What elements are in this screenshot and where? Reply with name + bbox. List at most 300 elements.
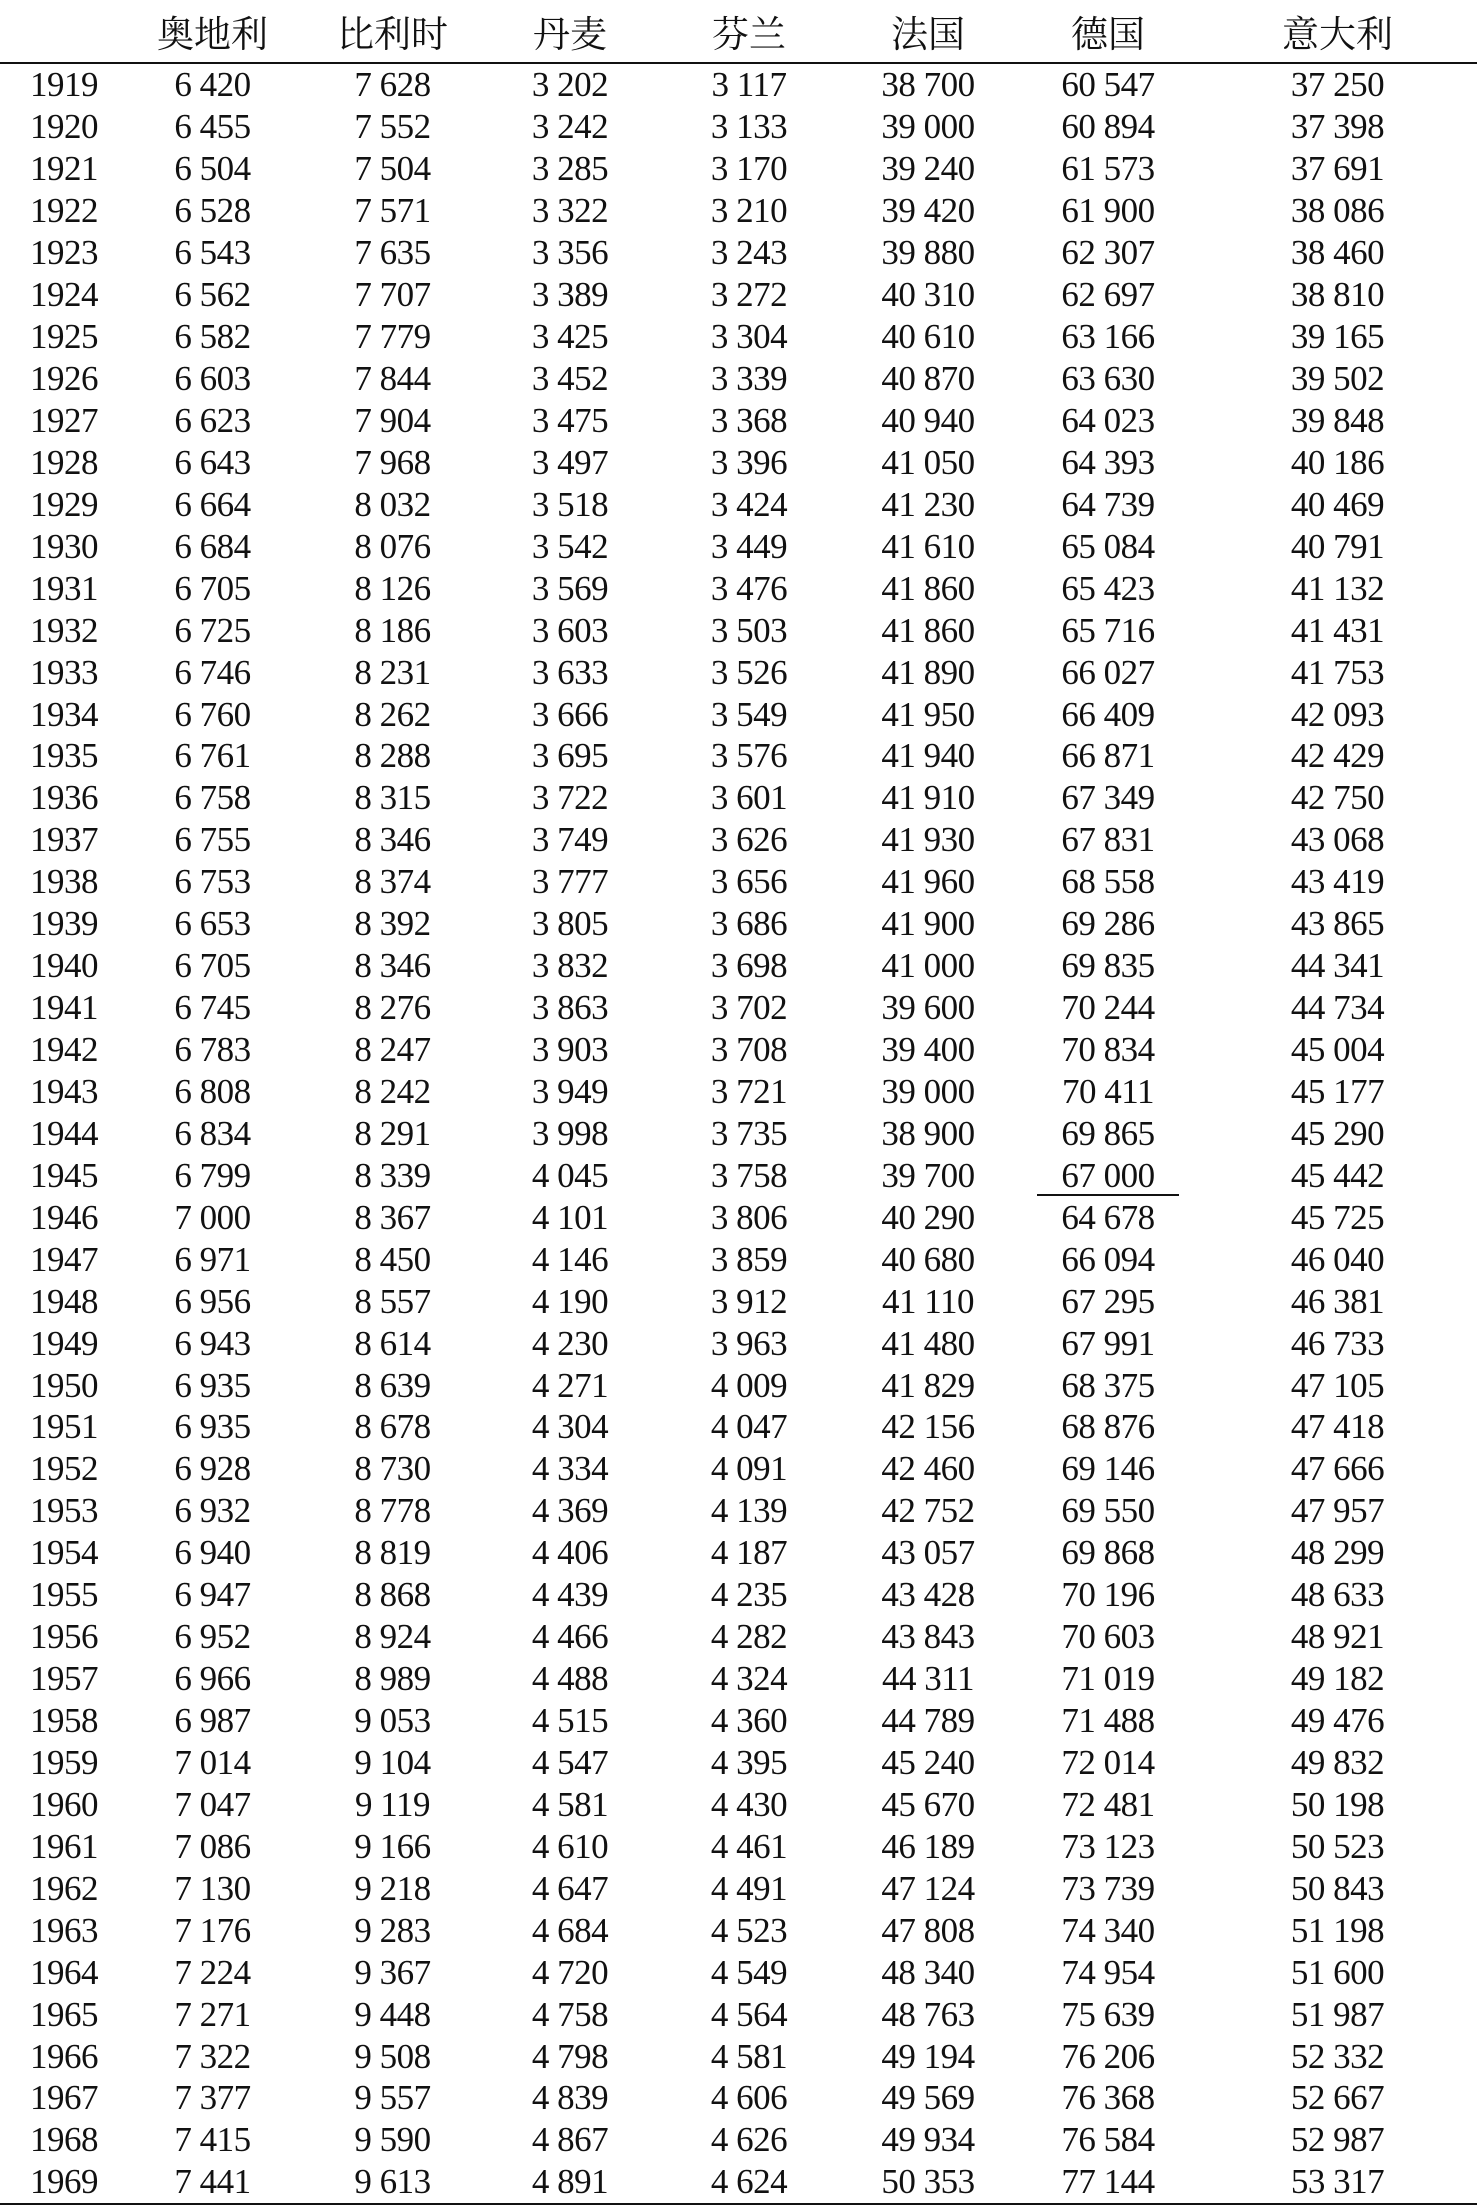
cell-france: 47 808	[881, 1910, 975, 1950]
cell-belgium: 9 508	[354, 2036, 431, 2076]
cell-germany: 72 014	[1061, 1742, 1155, 1782]
cell-finland: 3 133	[710, 107, 788, 147]
cell-belgium: 8 639	[354, 1365, 431, 1405]
cell-year: 1930	[30, 526, 98, 566]
cell-germany: 69 146	[1061, 1449, 1155, 1489]
cell-austria: 6 935	[174, 1407, 251, 1447]
cell-denmark: 4 798	[531, 2036, 609, 2076]
table-row	[0, 1196, 1477, 1238]
table-row	[0, 232, 1477, 274]
cell-finland: 4 324	[710, 1659, 788, 1699]
cell-france: 39 240	[881, 149, 975, 189]
cell-france: 39 000	[881, 1071, 975, 1111]
cell-finland: 3 368	[710, 400, 788, 440]
cell-year: 1938	[30, 862, 98, 902]
table-row	[0, 190, 1477, 232]
table-body	[0, 63, 1477, 2204]
cell-belgium: 7 844	[354, 359, 431, 399]
cell-year: 1929	[30, 484, 98, 524]
cell-denmark: 3 542	[531, 526, 609, 566]
cell-france: 41 230	[881, 484, 975, 524]
cell-belgium: 8 291	[354, 1113, 431, 1153]
cell-denmark: 3 202	[531, 65, 609, 105]
cell-finland: 3 912	[710, 1281, 788, 1321]
cell-germany: 68 375	[1061, 1365, 1155, 1405]
cell-denmark: 4 684	[531, 1910, 609, 1950]
table-row	[0, 903, 1477, 945]
table-header	[0, 0, 1477, 63]
cell-belgium: 9 166	[354, 1826, 431, 1866]
cell-italy: 43 865	[1290, 904, 1385, 944]
cell-year: 1947	[30, 1239, 98, 1279]
cell-france: 43 057	[881, 1533, 975, 1573]
cell-belgium: 9 283	[354, 1910, 431, 1950]
cell-belgium: 8 032	[354, 484, 431, 524]
cell-italy: 39 165	[1290, 317, 1385, 357]
cell-france: 49 934	[881, 2120, 975, 2160]
cell-italy: 46 381	[1290, 1281, 1385, 1321]
cell-austria: 7 224	[174, 1952, 251, 1992]
cell-germany: 66 094	[1061, 1239, 1155, 1279]
cell-germany: 69 835	[1061, 946, 1155, 986]
cell-italy: 44 341	[1290, 946, 1385, 986]
cell-austria: 6 643	[174, 442, 251, 482]
cell-austria: 6 705	[174, 568, 251, 608]
cell-finland: 3 210	[710, 191, 788, 231]
cell-finland: 3 170	[710, 149, 788, 189]
header-austria: 奥地利	[120, 0, 305, 63]
cell-austria: 6 761	[174, 736, 251, 776]
table-row	[0, 1490, 1477, 1532]
table-row	[0, 358, 1477, 400]
table-row	[0, 1238, 1477, 1280]
cell-denmark: 4 891	[480, 2161, 660, 2204]
cell-year: 1952	[30, 1449, 98, 1489]
table-row	[0, 2077, 1477, 2119]
cell-austria: 6 603	[174, 359, 251, 399]
cell-germany: 70 411	[1062, 1071, 1154, 1111]
cell-belgium: 8 557	[354, 1281, 431, 1321]
cell-france: 40 680	[881, 1239, 975, 1279]
cell-france: 48 340	[881, 1952, 975, 1992]
cell-denmark: 4 758	[531, 1994, 609, 2034]
cell-denmark: 3 475	[531, 400, 609, 440]
cell-austria: 6 745	[174, 988, 251, 1028]
cell-belgium: 8 288	[354, 736, 431, 776]
cell-finland: 4 360	[710, 1701, 788, 1741]
cell-france: 44 311	[882, 1659, 974, 1699]
cell-france: 41 000	[881, 946, 975, 986]
cell-denmark: 4 647	[531, 1868, 609, 1908]
cell-germany: 66 409	[1061, 694, 1155, 734]
cell-denmark: 3 497	[531, 442, 609, 482]
cell-year: 1964	[30, 1952, 98, 1992]
table-row	[0, 1322, 1477, 1364]
cell-belgium: 8 242	[354, 1071, 431, 1111]
cell-belgium: 8 989	[354, 1659, 431, 1699]
cell-italy: 50 843	[1290, 1868, 1385, 1908]
table-row	[0, 2161, 1477, 2204]
cell-year: 1956	[30, 1617, 98, 1657]
cell-belgium: 8 126	[354, 568, 431, 608]
cell-austria: 7 441	[120, 2161, 305, 2204]
cell-italy: 52 667	[1290, 2078, 1385, 2118]
cell-austria: 7 000	[174, 1197, 251, 1237]
cell-year: 1924	[30, 275, 98, 315]
cell-denmark: 3 998	[531, 1113, 609, 1153]
cell-france: 43 843	[881, 1617, 975, 1657]
cell-finland: 3 576	[710, 736, 788, 776]
cell-belgium: 7 968	[354, 442, 431, 482]
table-row	[0, 609, 1477, 651]
cell-italy: 41 753	[1290, 652, 1385, 692]
cell-year: 1919	[30, 65, 98, 105]
cell-austria: 6 987	[174, 1701, 251, 1741]
cell-belgium: 9 104	[354, 1742, 431, 1782]
cell-germany: 62 307	[1061, 233, 1155, 273]
cell-france: 49 569	[881, 2078, 975, 2118]
cell-austria: 6 455	[174, 107, 251, 147]
cell-denmark: 3 425	[531, 317, 609, 357]
table-row	[0, 1532, 1477, 1574]
cell-finland: 3 735	[710, 1113, 788, 1153]
cell-finland: 3 526	[710, 652, 788, 692]
cell-belgium: 7 571	[354, 191, 431, 231]
cell-year: 1967	[30, 2078, 98, 2118]
cell-denmark: 3 242	[531, 107, 609, 147]
table-row	[0, 945, 1477, 987]
cell-denmark: 4 867	[531, 2120, 609, 2160]
cell-germany: 72 481	[1061, 1784, 1155, 1824]
cell-italy: 40 186	[1290, 442, 1385, 482]
cell-year: 1945	[30, 1155, 98, 1195]
cell-belgium: 9 218	[354, 1868, 431, 1908]
cell-belgium: 7 635	[354, 233, 431, 273]
cell-belgium: 9 613	[305, 2161, 480, 2204]
cell-france: 45 670	[881, 1784, 975, 1824]
cell-finland: 4 187	[710, 1533, 788, 1573]
cell-finland: 4 139	[710, 1491, 788, 1531]
cell-germany: 66 871	[1061, 736, 1155, 776]
table-row	[0, 1364, 1477, 1406]
cell-finland: 4 523	[710, 1910, 788, 1950]
cell-france: 41 110	[882, 1281, 974, 1321]
table-row	[0, 819, 1477, 861]
cell-finland: 3 476	[710, 568, 788, 608]
cell-italy: 50 198	[1290, 1784, 1385, 1824]
table-row	[0, 1112, 1477, 1154]
cell-year: 1933	[30, 652, 98, 692]
cell-austria: 7 415	[174, 2120, 251, 2160]
cell-austria: 6 932	[174, 1491, 251, 1531]
cell-italy: 49 832	[1290, 1742, 1385, 1782]
cell-france: 41 940	[881, 736, 975, 776]
cell-italy: 51 987	[1290, 1994, 1385, 2034]
cell-germany: 74 340	[1061, 1910, 1155, 1950]
cell-germany: 69 550	[1061, 1491, 1155, 1531]
cell-france: 39 400	[881, 1030, 975, 1070]
cell-austria: 6 582	[174, 317, 251, 357]
cell-france: 41 860	[881, 568, 975, 608]
table-row	[0, 1406, 1477, 1448]
cell-italy: 40 791	[1290, 526, 1385, 566]
cell-belgium: 7 504	[354, 149, 431, 189]
cell-france: 41 050	[881, 442, 975, 482]
cell-finland: 4 235	[710, 1575, 788, 1615]
cell-belgium: 8 778	[354, 1491, 431, 1531]
cell-belgium: 8 346	[354, 946, 431, 986]
cell-finland: 4 091	[710, 1449, 788, 1489]
cell-italy: 49 476	[1290, 1701, 1385, 1741]
header-row	[0, 0, 1477, 63]
cell-germany: 67 295	[1061, 1281, 1155, 1321]
header-germany: 德国	[1018, 0, 1198, 63]
table-row	[0, 1616, 1477, 1658]
cell-finland: 4 624	[660, 2161, 838, 2204]
cell-austria: 6 753	[174, 862, 251, 902]
cell-belgium: 8 346	[354, 820, 431, 860]
cell-germany: 74 954	[1061, 1952, 1155, 1992]
table-row	[0, 483, 1477, 525]
cell-italy: 47 105	[1290, 1365, 1385, 1405]
cell-belgium: 7 707	[354, 275, 431, 315]
table-row	[0, 1867, 1477, 1909]
cell-germany: 64 023	[1061, 400, 1155, 440]
cell-belgium: 8 450	[354, 1239, 431, 1279]
cell-finland: 4 395	[710, 1742, 788, 1782]
cell-italy: 42 093	[1290, 694, 1385, 734]
header-italy: 意大利	[1198, 0, 1477, 63]
cell-austria: 7 014	[174, 1742, 251, 1782]
cell-year: 1928	[30, 442, 98, 482]
table-row	[0, 63, 1477, 106]
cell-germany: 64 678	[1061, 1197, 1155, 1237]
table-row	[0, 400, 1477, 442]
cell-denmark: 4 466	[531, 1617, 609, 1657]
cell-germany: 73 123	[1061, 1826, 1155, 1866]
cell-finland: 3 396	[710, 442, 788, 482]
cell-austria: 6 760	[174, 694, 251, 734]
cell-italy: 52 987	[1290, 2120, 1385, 2160]
cell-denmark: 4 515	[531, 1701, 609, 1741]
cell-year: 1941	[30, 988, 98, 1028]
cell-belgium: 8 392	[354, 904, 431, 944]
cell-germany: 66 027	[1061, 652, 1155, 692]
header-year	[0, 0, 120, 63]
cell-austria: 6 799	[174, 1155, 251, 1195]
cell-belgium: 8 076	[354, 526, 431, 566]
cell-denmark: 4 146	[531, 1239, 609, 1279]
cell-france: 47 124	[881, 1868, 975, 1908]
cell-italy: 47 418	[1290, 1407, 1385, 1447]
cell-belgium: 9 119	[355, 1784, 430, 1824]
cell-denmark: 4 334	[531, 1449, 609, 1489]
cell-denmark: 4 839	[531, 2078, 609, 2118]
cell-france: 40 290	[881, 1197, 975, 1237]
cell-denmark: 4 439	[531, 1575, 609, 1615]
cell-finland: 3 656	[710, 862, 788, 902]
cell-france: 38 700	[881, 65, 975, 105]
cell-finland: 3 424	[710, 484, 788, 524]
cell-france: 39 600	[881, 988, 975, 1028]
table-row	[0, 525, 1477, 567]
cell-germany: 63 166	[1061, 317, 1155, 357]
cell-germany: 73 739	[1061, 1868, 1155, 1908]
cell-denmark: 4 547	[531, 1742, 609, 1782]
cell-year: 1958	[30, 1701, 98, 1741]
cell-austria: 6 755	[174, 820, 251, 860]
cell-germany: 64 393	[1061, 442, 1155, 482]
cell-france: 40 870	[881, 359, 975, 399]
cell-finland: 4 430	[710, 1784, 788, 1824]
cell-italy: 42 750	[1290, 778, 1385, 818]
cell-germany: 76 368	[1061, 2078, 1155, 2118]
cell-year: 1963	[30, 1910, 98, 1950]
cell-year: 1968	[30, 2120, 98, 2160]
cell-austria: 6 966	[174, 1659, 251, 1699]
cell-austria: 6 653	[174, 904, 251, 944]
table-row	[0, 1029, 1477, 1071]
cell-italy: 40 469	[1290, 484, 1385, 524]
cell-belgium: 9 367	[354, 1952, 431, 1992]
cell-year: 1954	[30, 1533, 98, 1573]
cell-france: 41 950	[881, 694, 975, 734]
cell-finland: 4 549	[710, 1952, 788, 1992]
cell-year: 1926	[30, 359, 98, 399]
cell-austria: 6 528	[174, 191, 251, 231]
cell-germany: 60 894	[1061, 107, 1155, 147]
cell-denmark: 3 452	[531, 359, 609, 399]
cell-year: 1942	[30, 1030, 98, 1070]
cell-denmark: 3 603	[531, 610, 609, 650]
cell-germany: 70 244	[1061, 988, 1155, 1028]
cell-denmark: 3 832	[531, 946, 609, 986]
cell-germany: 77 144	[1018, 2161, 1198, 2204]
cell-austria: 7 176	[174, 1910, 251, 1950]
cell-austria: 7 377	[174, 2078, 251, 2118]
cell-france: 38 900	[881, 1113, 975, 1153]
cell-germany: 65 716	[1061, 610, 1155, 650]
cell-germany: 63 630	[1061, 359, 1155, 399]
cell-year: 1966	[30, 2036, 98, 2076]
cell-austria: 6 947	[174, 1575, 251, 1615]
cell-italy: 41 132	[1290, 568, 1385, 608]
table-row	[0, 1993, 1477, 2035]
cell-finland: 3 272	[710, 275, 788, 315]
cell-finland: 3 304	[710, 317, 788, 357]
cell-year: 1921	[30, 149, 98, 189]
table-row	[0, 1071, 1477, 1113]
cell-belgium: 9 053	[354, 1701, 431, 1741]
cell-denmark: 4 488	[531, 1659, 609, 1699]
cell-france: 41 860	[881, 610, 975, 650]
cell-france: 41 910	[881, 778, 975, 818]
cell-germany: 61 573	[1061, 149, 1155, 189]
table-row	[0, 693, 1477, 735]
cell-finland: 4 047	[710, 1407, 788, 1447]
cell-france: 41 829	[881, 1365, 975, 1405]
cell-germany: 68 558	[1061, 862, 1155, 902]
cell-france: 42 460	[881, 1449, 975, 1489]
cell-germany: 61 900	[1061, 191, 1155, 231]
cell-italy: 50 523	[1290, 1826, 1385, 1866]
cell-belgium: 7 904	[354, 400, 431, 440]
cell-finland: 4 626	[710, 2120, 788, 2160]
table-row	[0, 1280, 1477, 1322]
cell-year: 1927	[30, 400, 98, 440]
cell-austria: 7 086	[174, 1826, 251, 1866]
cell-denmark: 3 633	[531, 652, 609, 692]
header-belgium: 比利时	[305, 0, 480, 63]
cell-belgium: 8 374	[354, 862, 431, 902]
cell-year: 1922	[30, 191, 98, 231]
cell-italy: 51 198	[1290, 1910, 1385, 1950]
cell-finland: 3 549	[710, 694, 788, 734]
cell-belgium: 9 590	[354, 2120, 431, 2160]
cell-denmark: 4 190	[531, 1281, 609, 1321]
table-row	[0, 274, 1477, 316]
cell-france: 46 189	[881, 1826, 975, 1866]
cell-denmark: 4 101	[531, 1197, 609, 1237]
cell-finland: 4 009	[710, 1365, 788, 1405]
cell-year: 1946	[30, 1197, 98, 1237]
cell-italy: 45 290	[1290, 1113, 1385, 1153]
cell-france: 41 890	[881, 652, 975, 692]
cell-finland: 3 503	[710, 610, 788, 650]
cell-italy: 45 004	[1290, 1030, 1385, 1070]
cell-france: 41 480	[881, 1323, 975, 1363]
cell-italy: 38 460	[1290, 233, 1385, 273]
cell-denmark: 4 304	[531, 1407, 609, 1447]
cell-italy: 48 633	[1290, 1575, 1385, 1615]
cell-finland: 3 686	[710, 904, 788, 944]
cell-belgium: 9 448	[354, 1994, 431, 2034]
cell-year: 1960	[30, 1784, 98, 1824]
cell-year: 1943	[30, 1071, 98, 1111]
cell-france: 45 240	[881, 1742, 975, 1782]
cell-germany: 71 488	[1061, 1701, 1155, 1741]
cell-france: 43 428	[881, 1575, 975, 1615]
cell-italy: 47 957	[1290, 1491, 1385, 1531]
cell-italy: 41 431	[1290, 610, 1385, 650]
cell-denmark: 4 271	[531, 1365, 609, 1405]
cell-austria: 6 420	[174, 65, 251, 105]
cell-italy: 37 691	[1290, 149, 1385, 189]
cell-belgium: 8 186	[354, 610, 431, 650]
cell-denmark: 3 322	[531, 191, 609, 231]
cell-germany: 75 639	[1061, 1994, 1155, 2034]
cell-finland: 3 859	[710, 1239, 788, 1279]
cell-belgium: 8 924	[354, 1617, 431, 1657]
cell-year: 1937	[30, 820, 98, 860]
cell-belgium: 7 552	[354, 107, 431, 147]
cell-italy: 47 666	[1290, 1449, 1385, 1489]
cell-austria: 6 952	[174, 1617, 251, 1657]
cell-austria: 7 271	[174, 1994, 251, 2034]
cell-italy: 48 299	[1290, 1533, 1385, 1573]
cell-germany: 70 834	[1061, 1030, 1155, 1070]
cell-year: 1959	[30, 1742, 98, 1782]
cell-austria: 6 956	[174, 1281, 251, 1321]
table-row	[0, 106, 1477, 148]
cell-finland: 3 698	[710, 946, 788, 986]
cell-france: 40 610	[881, 317, 975, 357]
cell-italy: 52 332	[1290, 2036, 1385, 2076]
cell-year: 1953	[30, 1491, 98, 1531]
cell-austria: 6 664	[174, 484, 251, 524]
cell-denmark: 3 389	[531, 275, 609, 315]
cell-germany: 60 547	[1061, 65, 1155, 105]
